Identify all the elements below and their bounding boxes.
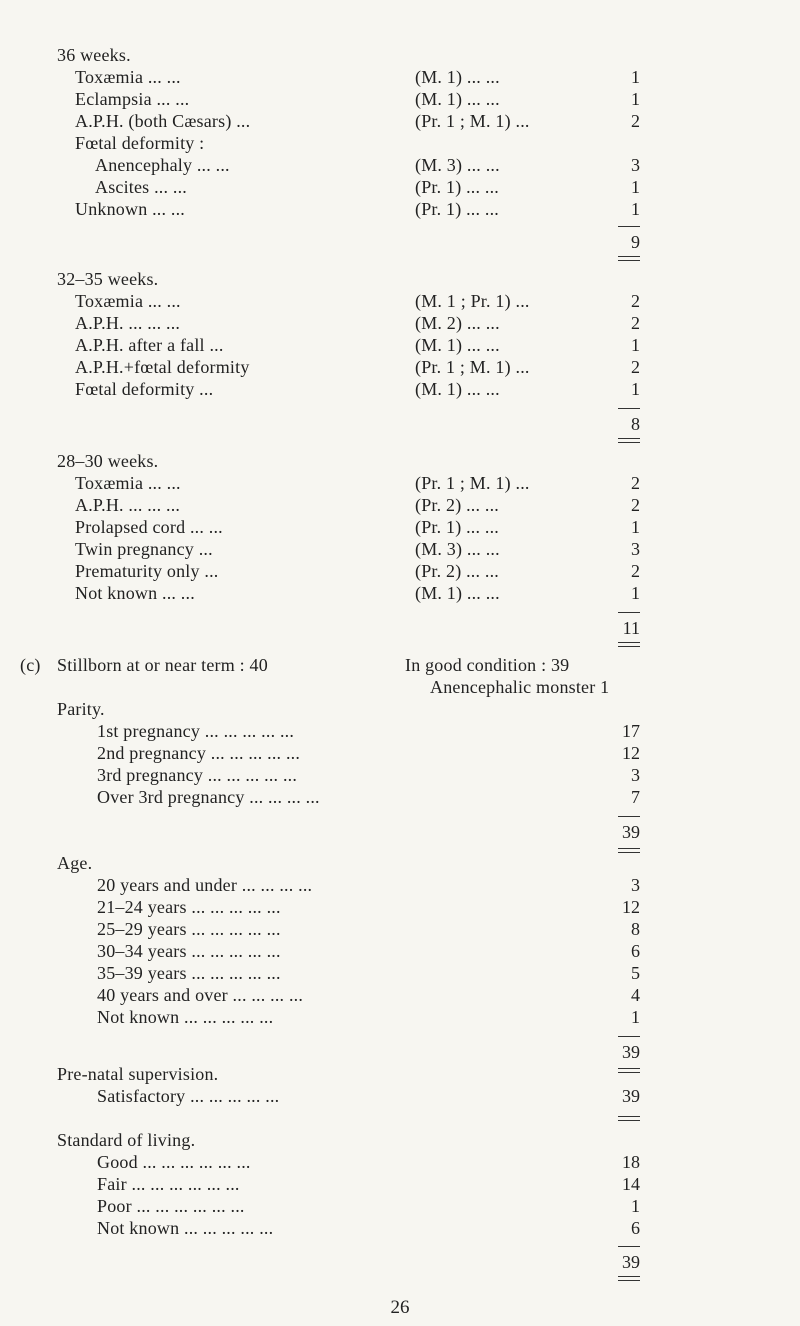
row-count: 12 [622,897,640,917]
row-label: Anencephaly ... ... [95,155,230,175]
section-marker-c: (c) [20,655,41,675]
condition-good: In good condition : 39 [405,655,570,675]
section-heading-32-35-weeks: 32–35 weeks. [57,269,159,289]
row-count: 3 [631,155,640,175]
row-count: 17 [622,721,640,741]
row-count: 1 [631,1007,640,1027]
row-count: 8 [631,919,640,939]
section-total: 11 [622,618,640,638]
row-label: A.P.H. ... ... ... [75,313,181,333]
section-total: 39 [622,822,640,842]
parity-heading: Parity. [57,699,105,719]
row-count: 1 [631,335,640,355]
section-total: 39 [622,1252,640,1272]
row-count: 18 [622,1152,640,1172]
section-total: 9 [631,232,640,252]
row-detail: (Pr. 1 ; M. 1) ... [415,473,530,493]
stillborn-title: Stillborn at or near term : 40 [57,655,268,675]
row-label: 1st pregnancy ... ... ... ... ... [97,721,295,741]
prenatal-heading: Pre-natal supervision. [57,1064,219,1084]
row-label: Not known ... ... ... ... ... [97,1007,274,1027]
row-count: 2 [631,111,640,131]
row-detail: (Pr. 2) ... ... [415,561,499,581]
row-count: 2 [631,495,640,515]
row-count: 14 [622,1174,640,1194]
row-label: 40 years and over ... ... ... ... [97,985,304,1005]
row-label: A.P.H. (both Cæsars) ... [75,111,251,131]
row-label: 21–24 years ... ... ... ... ... [97,897,281,917]
row-count: 5 [631,963,640,983]
total-double-rule [618,256,640,261]
condition-anencephalic: Anencephalic monster 1 [430,677,610,697]
row-count: 1 [631,67,640,87]
row-detail: (M. 1) ... ... [415,89,500,109]
row-count: 1 [631,379,640,399]
row-label: Toxæmia ... ... [75,473,181,493]
total-rule [618,816,640,817]
row-count: 2 [631,291,640,311]
row-label: Fœtal deformity ... [75,379,214,399]
total-double-rule [618,1276,640,1281]
row-label: 20 years and under ... ... ... ... [97,875,313,895]
row-label: Satisfactory ... ... ... ... ... [97,1086,280,1106]
row-count: 6 [631,1218,640,1238]
row-count: 1 [631,583,640,603]
total-rule [618,612,640,613]
row-label: 3rd pregnancy ... ... ... ... ... [97,765,298,785]
section-total: 8 [631,414,640,434]
row-label: A.P.H.+fœtal deformity [75,357,250,377]
row-label: Ascites ... ... [95,177,187,197]
row-detail: (Pr. 1) ... ... [415,199,499,219]
row-label: Poor ... ... ... ... ... ... [97,1196,245,1216]
total-rule [618,408,640,409]
row-count: 3 [631,539,640,559]
section-heading-28-30-weeks: 28–30 weeks. [57,451,159,471]
row-count: 1 [631,177,640,197]
row-label: Not known ... ... [75,583,195,603]
age-heading: Age. [57,853,93,873]
total-rule [618,226,640,227]
row-detail: (M. 1) ... ... [415,379,500,399]
row-label: 35–39 years ... ... ... ... ... [97,963,281,983]
row-label: Toxæmia ... ... [75,67,181,87]
row-count: 39 [622,1086,640,1106]
row-label: Twin pregnancy ... [75,539,213,559]
row-label: Good ... ... ... ... ... ... [97,1152,251,1172]
row-label: Fœtal deformity : [75,133,205,153]
row-label: Prematurity only ... [75,561,219,581]
row-label: Prolapsed cord ... ... [75,517,223,537]
row-detail: (Pr. 2) ... ... [415,495,499,515]
total-rule [618,1036,640,1037]
row-count: 4 [631,985,640,1005]
row-detail: (M. 1) ... ... [415,583,500,603]
row-detail: (M. 1 ; Pr. 1) ... [415,291,530,311]
row-label: Eclampsia ... ... [75,89,190,109]
row-count: 1 [631,517,640,537]
row-count: 7 [631,787,640,807]
row-label: A.P.H. ... ... ... [75,495,181,515]
row-count: 1 [631,199,640,219]
total-double-rule [618,1068,640,1073]
row-count: 2 [631,473,640,493]
page-number: 26 [390,1297,410,1318]
row-label: Not known ... ... ... ... ... [97,1218,274,1238]
row-count: 2 [631,313,640,333]
row-detail: (Pr. 1) ... ... [415,177,499,197]
row-label: Over 3rd pregnancy ... ... ... ... [97,787,320,807]
row-label: 30–34 years ... ... ... ... ... [97,941,281,961]
row-count: 6 [631,941,640,961]
row-label: 25–29 years ... ... ... ... ... [97,919,281,939]
total-double-rule [618,848,640,853]
living-heading: Standard of living. [57,1130,196,1150]
row-detail: (Pr. 1 ; M. 1) ... [415,111,530,131]
row-count: 12 [622,743,640,763]
row-detail: (M. 2) ... ... [415,313,500,333]
row-label: 2nd pregnancy ... ... ... ... ... [97,743,301,763]
row-detail: (M. 3) ... ... [415,539,500,559]
total-double-rule [618,642,640,647]
row-label: Fair ... ... ... ... ... ... [97,1174,240,1194]
row-count: 1 [631,1196,640,1216]
row-detail: (M. 3) ... ... [415,155,500,175]
total-double-rule [618,1116,640,1121]
row-count: 1 [631,89,640,109]
row-label: Toxæmia ... ... [75,291,181,311]
row-count: 2 [631,561,640,581]
row-count: 3 [631,875,640,895]
total-double-rule [618,438,640,443]
row-label: A.P.H. after a fall ... [75,335,224,355]
row-detail: (M. 1) ... ... [415,335,500,355]
total-rule [618,1246,640,1247]
row-detail: (Pr. 1) ... ... [415,517,499,537]
row-count: 3 [631,765,640,785]
row-count: 2 [631,357,640,377]
row-detail: (M. 1) ... ... [415,67,500,87]
section-total: 39 [622,1042,640,1062]
row-label: Unknown ... ... [75,199,185,219]
section-heading-36-weeks: 36 weeks. [57,45,131,65]
row-detail: (Pr. 1 ; M. 1) ... [415,357,530,377]
